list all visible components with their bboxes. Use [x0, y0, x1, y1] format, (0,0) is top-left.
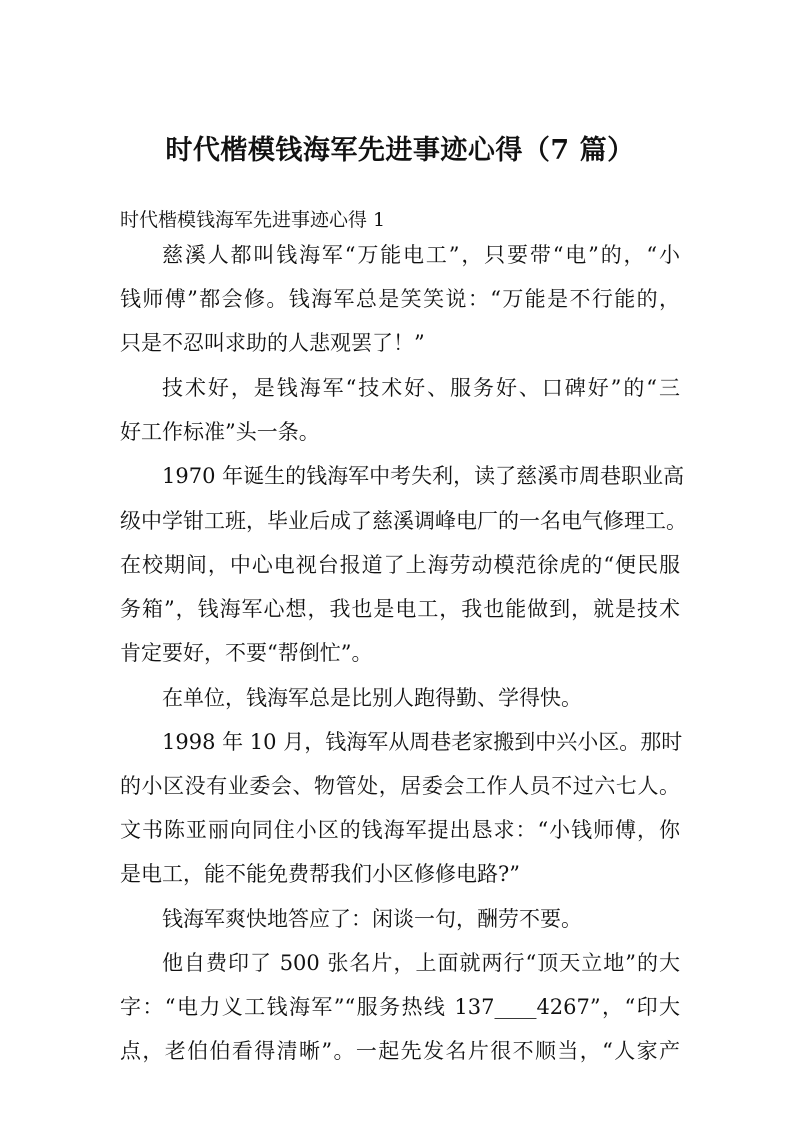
paragraph-line: 字：“电力义工钱海军”“服务热线 137____4267”，“印大 [120, 995, 680, 1019]
paragraph-line: 1970 年诞生的钱海军中考失利，读了慈溪市周巷职业高 [162, 464, 685, 488]
paragraph-line: 慈溪人都叫钱海军“万能电工”，只要带“电”的，“小 [162, 243, 680, 267]
paragraph-line: 技术好，是钱海军“技术好、服务好、口碑好”的“三 [162, 376, 680, 400]
paragraph-line: 点，老伯伯看得清晰”。一起先发名片很不顺当，“人家产 [120, 1039, 680, 1063]
paragraph-line: 级中学钳工班，毕业后成了慈溪调峰电厂的一名电气修理工。 [120, 509, 687, 533]
paragraph-line: 好工作标准”头一条。 [120, 420, 320, 444]
paragraph-line: 在校期间，中心电视台报道了上海劳动模范徐虎的“便民服 [120, 553, 680, 577]
paragraph-line: 肯定要好，不要“帮倒忙”。 [120, 641, 373, 665]
paragraph-line: 钱海军爽快地答应了：闲谈一句，酬劳不要。 [162, 907, 582, 931]
paragraph-line: 只是不忍叫求助的人悲观罢了！” [120, 331, 425, 355]
paragraph-line: 是电工，能不能免费帮我们小区修修电路?” [120, 862, 520, 886]
document-title: 时代楷模钱海军先进事迹心得（7 篇） [165, 135, 635, 166]
paragraph-line: 钱师傅”都会修。钱海军总是笑笑说：“万能是不行能的， [120, 287, 680, 311]
paragraph-line: 文书陈亚丽向同住小区的钱海军提出恳求：“小钱师傅，你 [120, 818, 680, 842]
section-heading: 时代楷模钱海军先进事迹心得 1 [120, 209, 386, 231]
paragraph-line: 务箱”，钱海军心想，我也是电工，我也能做到，就是技术 [120, 597, 680, 621]
paragraph-line: 他自费印了 500 张名片，上面就两行“顶天立地”的大 [162, 951, 680, 975]
paragraph-line: 的小区没有业委会、物管处，居委会工作人员不过六七人。 [120, 774, 680, 798]
paragraph-line: 在单位，钱海军总是比别人跑得勤、学得快。 [162, 686, 582, 710]
paragraph-line: 1998 年 10 月，钱海军从周巷老家搬到中兴小区。那时 [162, 730, 683, 754]
